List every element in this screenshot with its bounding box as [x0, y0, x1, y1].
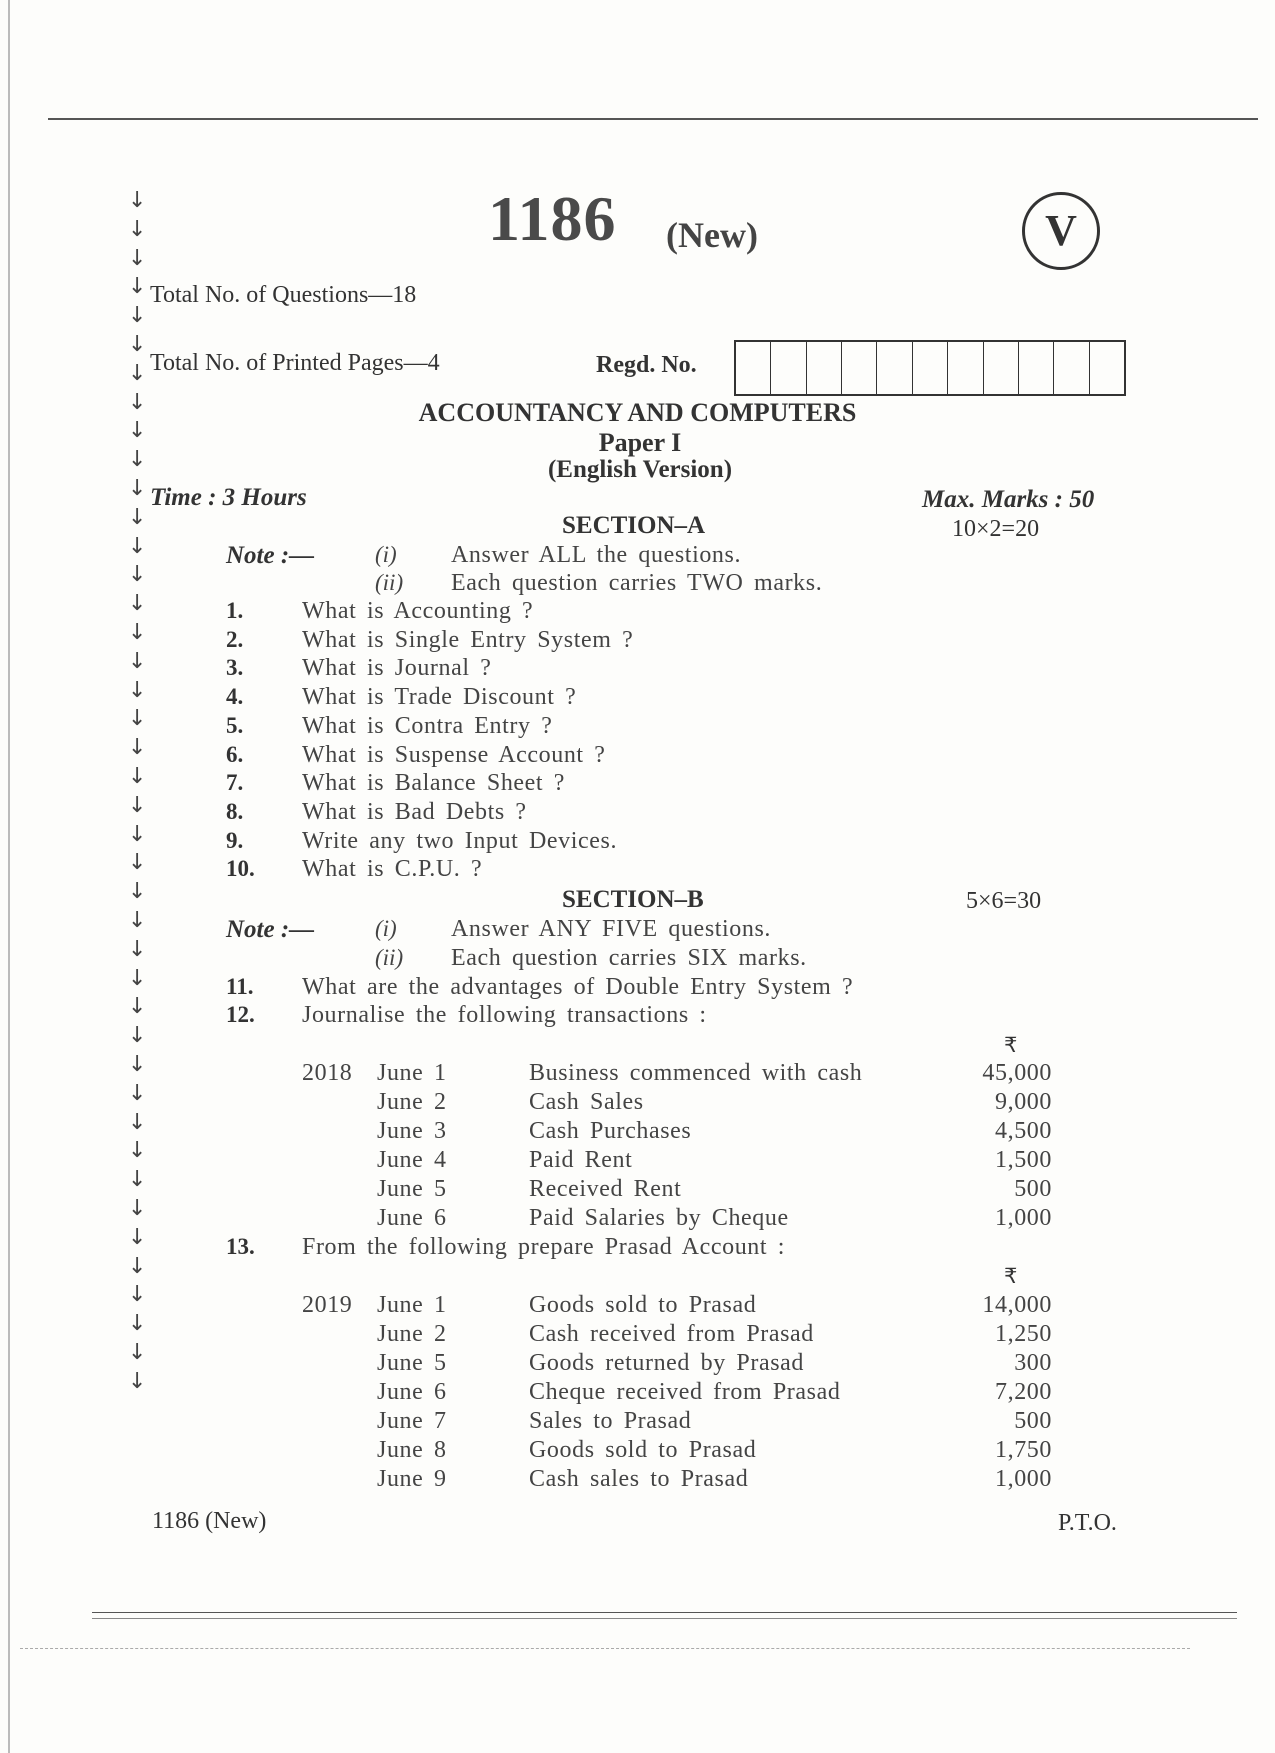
- table-date: June 1: [377, 1292, 447, 1318]
- paper-code: 1186: [488, 183, 617, 254]
- table-amount: 9,000: [995, 1089, 1052, 1115]
- table-row: [0, 1205, 1275, 1234]
- paper-title: Paper I: [598, 428, 682, 457]
- margin-arrow-icon: ↓: [128, 360, 147, 386]
- total-questions: Total No. of Questions—18: [150, 282, 417, 308]
- question-text: What is Bad Debts ?: [302, 798, 527, 825]
- table-description: Paid Salaries by Cheque: [529, 1205, 789, 1231]
- table-date: June 5: [377, 1176, 447, 1202]
- table-year: 2018: [302, 1060, 353, 1086]
- question-row: [0, 856, 1275, 885]
- regd-cell[interactable]: [984, 342, 1019, 394]
- subject-title: ACCOUNTANCY AND COMPUTERS: [418, 398, 857, 427]
- total-pages: Total No. of Printed Pages—4: [150, 350, 440, 376]
- table-row: [0, 1176, 1275, 1205]
- table-date: June 1: [377, 1060, 447, 1086]
- question-row: [0, 799, 1275, 828]
- question-text: What is Balance Sheet ?: [302, 770, 566, 797]
- table-row: [0, 1147, 1275, 1176]
- table-date: June 9: [377, 1466, 447, 1492]
- table-description: Business commenced with cash: [529, 1060, 863, 1086]
- question-row: [0, 655, 1275, 684]
- margin-arrow-icon: ↓: [128, 1253, 147, 1279]
- margin-arrow-icon: ↓: [128, 1052, 147, 1077]
- section-b-note-2: [0, 945, 1275, 974]
- regd-cell[interactable]: [771, 342, 806, 394]
- question-number: 4.: [226, 684, 244, 710]
- margin-arrow-icon: ↓: [128, 332, 147, 357]
- regd-label: Regd. No.: [596, 352, 697, 378]
- table-date: June 6: [377, 1379, 447, 1405]
- margin-arrow-icon: ↓: [128, 389, 147, 415]
- paper-code-suffix: (New): [666, 215, 758, 255]
- margin-arrow-icon: ↓: [128, 648, 147, 674]
- margin-arrow-icon: ↓: [128, 792, 147, 818]
- section-b-marks: 5×6=30: [966, 888, 1042, 914]
- section-a-note-1: [0, 542, 1275, 571]
- margin-arrow-icon: ↓: [128, 1311, 147, 1337]
- section-a-title: SECTION–A: [562, 512, 706, 539]
- section-a-marks: 10×2=20: [952, 516, 1040, 542]
- table-amount: 500: [1014, 1176, 1052, 1202]
- question-row: [0, 828, 1275, 857]
- margin-arrow-icon: ↓: [128, 447, 147, 473]
- note-text: Answer ALL the questions.: [451, 542, 742, 568]
- margin-arrow-icon: ↓: [128, 533, 147, 559]
- margin-arrow-icon: ↓: [128, 1282, 147, 1308]
- table-row: [0, 1060, 1275, 1089]
- footer-paper-code: 1186 (New): [152, 1508, 267, 1534]
- table-date: June 2: [377, 1321, 447, 1347]
- question-13: [0, 1234, 1275, 1263]
- margin-arrow-icon: ↓: [128, 216, 147, 242]
- note-text: Each question carries TWO marks.: [451, 570, 823, 596]
- table-year: 2019: [302, 1292, 353, 1318]
- section-b-note-1: [0, 916, 1275, 945]
- margin-arrow-icon: ↓: [128, 706, 147, 732]
- regd-cell[interactable]: [736, 342, 771, 394]
- table-date: June 7: [377, 1408, 447, 1434]
- margin-arrow-icon: ↓: [128, 591, 147, 617]
- margin-arrow-icon: ↓: [128, 274, 147, 300]
- rupee-symbol: ₹: [1004, 1264, 1018, 1288]
- margin-arrow-icon: ↓: [128, 418, 147, 444]
- note-roman: (ii): [375, 945, 404, 970]
- margin-arrow-icon: ↓: [128, 504, 147, 530]
- table-description: Cash Purchases: [529, 1118, 692, 1144]
- margin-arrow-icon: ↓: [128, 850, 147, 876]
- table-amount: 14,000: [982, 1292, 1052, 1318]
- question-number: 6.: [226, 741, 244, 767]
- note-text: Each question carries SIX marks.: [451, 945, 807, 971]
- margin-arrow-icon: ↓: [128, 620, 147, 645]
- margin-arrow-icon: ↓: [128, 1023, 147, 1049]
- question-number: 5.: [226, 712, 244, 738]
- bottom-rule: [92, 1618, 1237, 1619]
- question-text: What is Suspense Account ?: [302, 741, 606, 768]
- table-date: June 5: [377, 1350, 447, 1376]
- margin-arrow-icon: ↓: [128, 908, 147, 933]
- table-description: Cash sales to Prasad: [529, 1466, 749, 1492]
- regd-number-boxes[interactable]: [734, 340, 1126, 396]
- table-description: Cash received from Prasad: [529, 1321, 814, 1347]
- top-rule: [48, 118, 1258, 120]
- table-row: [0, 1350, 1275, 1379]
- bottom-rule: [92, 1612, 1237, 1613]
- margin-arrow-icon: ↓: [128, 303, 147, 329]
- table-row: [0, 1292, 1275, 1321]
- table-description: Goods returned by Prasad: [529, 1350, 805, 1376]
- table-amount: 7,200: [995, 1379, 1052, 1405]
- question-text: What is C.P.U. ?: [302, 856, 483, 883]
- table-row: [0, 1379, 1275, 1408]
- section-b-title: SECTION–B: [562, 886, 704, 913]
- table-amount: 4,500: [995, 1118, 1052, 1144]
- table-row: [0, 1118, 1275, 1147]
- question-row: [0, 598, 1275, 627]
- question-number: 7.: [226, 770, 244, 796]
- margin-arrow-icon: ↓: [128, 1167, 147, 1193]
- margin-arrow-icon: ↓: [128, 994, 147, 1020]
- question-text: From the following prepare Prasad Account :: [302, 1234, 786, 1260]
- table-amount: 45,000: [982, 1060, 1052, 1086]
- question-text: What is Journal ?: [302, 655, 492, 682]
- question-text: Write any two Input Devices.: [302, 827, 618, 854]
- regd-cell[interactable]: [1019, 342, 1054, 394]
- question-row: [0, 684, 1275, 713]
- margin-arrow-icon: ↓: [128, 1224, 147, 1250]
- question-row: [0, 742, 1275, 771]
- margin-arrow-icon: ↓: [128, 735, 147, 761]
- margin-arrow-icon: ↓: [128, 1138, 147, 1164]
- note-roman: (i): [375, 542, 397, 567]
- note-text: Answer ANY FIVE questions.: [451, 916, 772, 942]
- note-label: Note :—: [226, 916, 315, 943]
- question-number: 3.: [226, 655, 244, 681]
- table-amount: 500: [1014, 1408, 1052, 1434]
- table-description: Goods sold to Prasad: [529, 1437, 757, 1463]
- margin-arrow-icon: ↓: [128, 1368, 147, 1394]
- question-11: [0, 974, 1275, 1003]
- table-description: Cheque received from Prasad: [529, 1379, 841, 1405]
- note-roman: (i): [375, 916, 397, 941]
- question-number: 8.: [226, 798, 244, 824]
- table-description: Goods sold to Prasad: [529, 1292, 757, 1318]
- margin-arrow-icon: ↓: [128, 764, 147, 789]
- table-amount: 1,250: [995, 1321, 1052, 1347]
- margin-arrow-icon: ↓: [128, 677, 147, 703]
- margin-arrow-icon: ↓: [128, 879, 147, 905]
- table-amount: 300: [1014, 1350, 1052, 1376]
- table-description: Paid Rent: [529, 1147, 633, 1173]
- table-description: Sales to Prasad: [529, 1408, 692, 1434]
- question-text: What is Contra Entry ?: [302, 712, 553, 739]
- table-date: June 3: [377, 1118, 447, 1144]
- question-text: Journalise the following transactions :: [302, 1002, 707, 1028]
- table-row: [0, 1466, 1275, 1495]
- rupee-symbol: ₹: [1004, 1033, 1018, 1057]
- question-number: 1.: [226, 598, 244, 623]
- regd-cell[interactable]: [842, 342, 877, 394]
- regd-cell[interactable]: [1054, 342, 1089, 394]
- regd-cell[interactable]: [807, 342, 842, 394]
- bottom-rule: [20, 1648, 1190, 1649]
- question-number: 9.: [226, 827, 244, 853]
- table-row: [0, 1437, 1275, 1466]
- question-row: [0, 770, 1275, 799]
- table-date: June 2: [377, 1089, 447, 1115]
- question-number: 13.: [226, 1234, 255, 1259]
- margin-arrow-icon: ↓: [128, 1080, 147, 1106]
- margin-arrow-icon: ↓: [128, 965, 147, 991]
- section-a-note-2: [0, 570, 1275, 599]
- question-number: 2.: [226, 626, 244, 652]
- margin-arrow-icon: ↓: [128, 476, 147, 501]
- margin-arrow-icon: ↓: [128, 188, 147, 213]
- table-date: June 6: [377, 1205, 447, 1231]
- table-amount: 1,000: [995, 1205, 1052, 1231]
- question-row: [0, 713, 1275, 742]
- regd-cell[interactable]: [1090, 342, 1124, 394]
- question-text: What are the advantages of Double Entry System ?: [302, 974, 854, 1000]
- table-date: June 4: [377, 1147, 447, 1173]
- table-description: Cash Sales: [529, 1089, 644, 1115]
- question-text: What is Single Entry System ?: [302, 626, 634, 653]
- table-date: June 8: [377, 1437, 447, 1463]
- table-row: [0, 1408, 1275, 1437]
- version-label: (English Version): [547, 456, 733, 483]
- please-turn-over: P.T.O.: [1058, 1510, 1117, 1536]
- table-amount: 1,500: [995, 1147, 1052, 1173]
- table-row: [0, 1321, 1275, 1350]
- margin-arrow-icon: ↓: [128, 245, 147, 271]
- question-row: [0, 627, 1275, 656]
- table-description: Received Rent: [529, 1176, 682, 1202]
- margin-arrow-icon: ↓: [128, 1109, 147, 1135]
- question-12: [0, 1002, 1275, 1031]
- question-number: 11.: [226, 974, 254, 999]
- set-letter-badge: V: [1022, 192, 1100, 270]
- margin-arrow-icon: ↓: [128, 562, 147, 588]
- margin-arrow-icon: ↓: [128, 821, 147, 847]
- regd-cell[interactable]: [948, 342, 983, 394]
- regd-cell[interactable]: [913, 342, 948, 394]
- note-label: Note :—: [226, 542, 315, 569]
- margin-arrow-icon: ↓: [128, 1196, 147, 1221]
- question-number: 12.: [226, 1002, 255, 1027]
- regd-cell[interactable]: [877, 342, 912, 394]
- table-amount: 1,000: [995, 1466, 1052, 1492]
- margin-arrow-icon: ↓: [128, 936, 147, 962]
- margin-arrow-icon: ↓: [128, 1340, 147, 1365]
- note-roman: (ii): [375, 570, 404, 595]
- max-marks: Max. Marks : 50: [922, 486, 1095, 513]
- table-row: [0, 1089, 1275, 1118]
- question-text: What is Trade Discount ?: [302, 684, 577, 711]
- time-allowed: Time : 3 Hours: [150, 484, 307, 511]
- table-amount: 1,750: [995, 1437, 1052, 1463]
- question-number: 10.: [226, 856, 255, 882]
- question-text: What is Accounting ?: [302, 598, 534, 624]
